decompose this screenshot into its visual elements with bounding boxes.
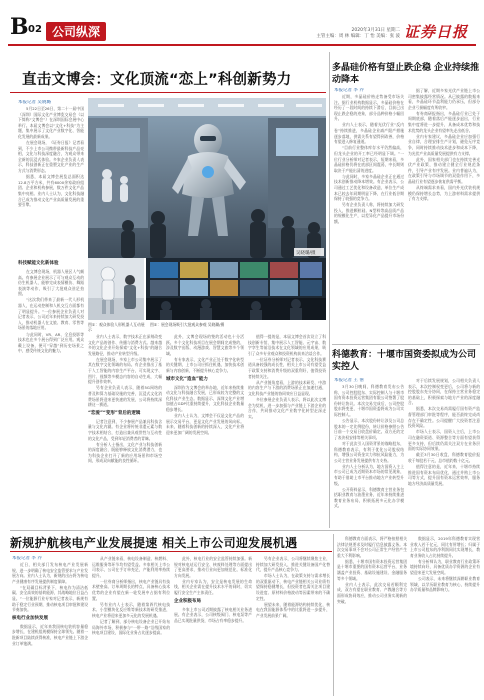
robot-photo bbox=[88, 258, 144, 320]
right-top-col-a-text bbox=[334, 94, 404, 225]
paragraph: 多位参展企业负责人表示，将以此次文博会为契机，进一步加强与产业链上下游企业的合作，共同推动文化产业数字化转型走深走实。 bbox=[248, 397, 326, 419]
paragraph: 在展会现场，多家上市公司集中展示了其在数字文化领域的布局。有企业推出了基于人工智能的内容生产平台，可实现文字、图片、视频等多模态内容的自动生成，大幅提升创作效率。 bbox=[88, 356, 162, 385]
display-wall-illustration bbox=[146, 258, 326, 320]
paragraph: 业内专家建议，多晶硅企业应加强行业自律，合理安排生产计划，避免无序竞争，同时持续推动技术进步和成本下降，为光伏产业高质量发展提供有力支撑。 bbox=[408, 133, 480, 156]
section-name: 公司纵深 bbox=[46, 22, 106, 41]
right-top-column-b bbox=[408, 88, 480, 342]
bottom-subhead-c: 企业积极布局 bbox=[174, 598, 201, 604]
feature-column-4 bbox=[248, 334, 326, 528]
masthead-rule bbox=[8, 44, 476, 46]
paragraph: 从终端需求来看，国内外光伏装机规模仍保持增长态势，为上游材料需求提供了有力支撑。 bbox=[408, 185, 480, 202]
feature-subhead-2: “恋爱”“变形”背后的逻辑 bbox=[88, 410, 141, 416]
masthead-info bbox=[300, 28, 400, 40]
paragraph: 对于后续发展规划，公司相关负责人表示，本次控制权变更后，公司将与新的控股股东充分协同，在保持主营业务稳定的基础上，积极探索与地方产业的深度融合。 bbox=[408, 378, 480, 406]
headline-rule bbox=[10, 92, 326, 93]
paragraph: 业内人士表示，随着光伏行业“反内卷”持续推进，多晶硅企业减产限产措施逐步落地，供需关系有望得到改善，价格有望进入修复通道。 bbox=[334, 122, 404, 145]
bottom-subhead-a: 核电行业加快发展 bbox=[12, 615, 48, 621]
paragraph: 业内人士分析认为，地方国资入主上市公司已成为近期资本市场的常见现象，有助于借助上市平台推动地方产业转型升级。 bbox=[334, 463, 404, 486]
paragraph: 另有企业负责人称，将持续加大研发投入，推进颗粒硅、N型料等高品质产品的规模化生产，以差异化产品提升市场份额。 bbox=[334, 202, 404, 225]
feature-headline: 直击文博会：文化顶流“恋上”科创新势力 bbox=[22, 72, 292, 88]
paragraph: 公告显示，本次股份转让涉及公司总股本的一定比例股份，转让价格参照公告日前一个交易日收盘价确定。双方还约定了表决权安排等相关事项。 bbox=[334, 418, 404, 440]
paragraph: 另有企业负责人表示，随着5G网络的普及和算力基础设施的完善，沉浸式文化消费场景将迎来更快速的发展，公司将持续深耕这一赛道。 bbox=[88, 385, 162, 408]
paragraph: 有专家表示，文化产业正处于数字化转型的关键期，上市公司应抓住机遇，加快技术创新与内容创新，不断提升核心竞争力。 bbox=[166, 356, 244, 374]
bottom-column-divider bbox=[333, 534, 334, 696]
paragraph: “目前行业整体库存水平仍然偏高，但龙头企业的开工率已经明显下调。”一位行业分析师对记者表示，短期来看，多晶硅价格仍将在底部区间震荡，中长期则取决于产能出清的进度。 bbox=[334, 145, 404, 173]
right-bottom-col-b-text bbox=[408, 378, 480, 486]
bottom-col-c2-text bbox=[174, 607, 252, 624]
column-divider bbox=[329, 52, 330, 528]
paragraph: 数据显示，近年来我国核电装机容量稳步增长，在建机组规模保持全球领先。随着一批新项目陆续获得核准，核电产业链上下游企业订单饱满。 bbox=[12, 623, 88, 646]
paragraph: 公司表示，未来将继续深耕职业教育领域，以学历职业教育为核心，持续提升办学质量和品牌影响力。 bbox=[410, 576, 480, 593]
paragraph: “在双碳目标背景下，核电作为清洁低碳、安全高效的基荷能源，其战略地位日益凸显。”一位能源行业专家对记者表示，新规有助于稳定行业预期，推动核电项目审批和建设节奏加快。 bbox=[12, 584, 88, 613]
paragraph: 一位证券分析师对记者表示，文化科技赛道具备较强的成长性，相关上市公司有望受益于政策支持和消费升级的双重利好，值得投资者持续关注。 bbox=[248, 356, 326, 379]
paragraph: 多家上市公司近期披露了核电相关业务进展。有企业表示，公司核级阀门、核电泵等产品已实现批量供货，市场占有率稳步提升。 bbox=[174, 606, 252, 623]
bottom-col-c-text bbox=[174, 556, 252, 596]
paragraph: 值得一提的是，本届文博会首次设立了科技创新专馆，集中展示人工智能、元宇宙、数字孪生等前沿技术在文化领域的应用成果，吸引了众多专业观众和投资机构前来洽谈合作。 bbox=[248, 334, 326, 356]
bottom-col-a2-text bbox=[12, 624, 88, 646]
bottom-column-a bbox=[12, 556, 88, 696]
feature-col4-text bbox=[248, 334, 326, 419]
feature-col2b-text bbox=[88, 419, 162, 464]
paragraph: 记者了解到，部分核电设备企业已开始布局海外市场，积极参与“一带一路”沿线国家的核电项目建设，国际化业务占比逐步提高。 bbox=[92, 619, 170, 636]
paragraph: 业内专家认为，安全是核电发展的生命线，相关企业需在提升技术水平的同时，切实履行安全生产主体责任。 bbox=[174, 578, 252, 596]
feature-column-1b bbox=[18, 258, 84, 528]
paragraph: 对于此次引入国资背景的战略股东，科德教育表示，有利于优化公司股权结构，增强公司资金实力和抗风险能力，为公司主营业务发展提供有力支持。 bbox=[334, 440, 404, 463]
paragraph: 业内人士表示，数字技术正在深刻改变文化产品的创作、传播与消费方式。越来越多的文化企业开始探索“文化+科技”的融合发展路径，推动产业转型升级。 bbox=[88, 334, 162, 356]
bottom-section-divider bbox=[10, 530, 480, 531]
paragraph: 据悉，本届文博会展览总面积达12.8万平方米，共有6000余家政府组团、企业和机构参展，数万件文化产品集中亮相。业内人士认为，文化科技融合已成为推动文化产业高质量发展的重要引擎。 bbox=[18, 174, 84, 208]
paragraph: 科德教育方面表示，将严格按照相关法律法规要求及时履行信息披露义务。本次交易事项不会对公司正常生产经营产生重大不利影响。 bbox=[337, 536, 407, 558]
paragraph: 在文博会现场，机器人展区人气颇高。有参展企业展示了可与观众互动的仿生机器人，能够完成表情模仿、舞蹈表演等动作，吸引了大批观众驻足拍照。 bbox=[18, 269, 84, 297]
right-top-column-a bbox=[334, 88, 404, 342]
feature-col2-text bbox=[88, 334, 162, 408]
paragraph: 据了解，近期多家光伏产业链上市公司密集披露经营情况。从已披露的数据来看，多晶硅环节盈利能力仍承压，但部分企业亏损幅度有所收窄。 bbox=[408, 88, 480, 110]
paragraph: 此外，国家相关部门也在持续完善光伏产业政策，推动建立健全行业规范条件，引导产业有序发展。业内普遍认为，在政策引导与市场调节的双重作用下，多晶硅行业有望逐步恢复供需平衡。 bbox=[408, 156, 480, 184]
paragraph: 值得注意的是，近年来，十堰市持续推进国有资本布局优化，通过并购上市公司等方式，提升国有资本运营效率，服务地方经济高质量发展。 bbox=[408, 463, 480, 486]
right-far-bottom-col-a-text bbox=[337, 536, 407, 604]
masthead bbox=[0, 0, 484, 46]
paragraph: 近日，相关部门发布核电产业发展新规，进一步明确了核电安全监管要求与产业发展方向。业内人士认为，新规的出台将为核电产业健康有序发展提供制度保障。 bbox=[12, 562, 88, 584]
paragraph: 记者注意到，不少参展产品兼具科技含量与文化内涵。有企业将传统非遗元素与数字技术相结合，打造出兼具观赏性与互动性的文化产品，受到年轻消费者的青睐。 bbox=[88, 418, 162, 441]
paragraph: 另有业内人士表示，随着第四代核电技术、小型模块化反应堆等新技术的研发推进，核电产业将迎来更加多元化的发展机遇。 bbox=[92, 601, 170, 618]
paragraph: 近期，多晶硅价格走势备受市场关注。据行业机构数据显示，多晶硅价格在经历了一段时间的持续下滑后，目前已出现止跌企稳的迹象，部分品种价格小幅回升。 bbox=[334, 94, 404, 122]
expo-photo bbox=[88, 98, 326, 258]
robot-photo-illustration bbox=[88, 258, 144, 320]
feature-col1b-text bbox=[18, 269, 84, 354]
right-bottom-headline: 科德教育：十堰市国资委拟成为公司实控人 bbox=[332, 350, 477, 372]
paragraph: 有分析师认为，职业教育行业政策环境持续向好，具备优质办学资源的企业有望迎来更大发展空间。 bbox=[410, 558, 480, 576]
feature-column-3 bbox=[166, 334, 244, 528]
paragraph: 另有企业表示，公司将继续聚焦主业，持续加大研发投入，推进关键设备国产化替代，提升产品核心竞争力。 bbox=[256, 556, 330, 573]
right-top-byline: 本报记者 李 乔 bbox=[334, 88, 364, 93]
masthead-date: 2020年3月31日 星期二 bbox=[351, 28, 400, 33]
paragraph: “这次我们带来了最新一代人形机器人，在运动控制和人机交互方面都有了明显提升。”一位参展企业负责人对记者表示，公司近年来持续加大研发投入，推动机器人在文旅、教育、零售等场景的落地应用。 bbox=[18, 297, 84, 331]
right-far-bottom-column-b bbox=[410, 536, 480, 696]
feature-subhead-1: 科技赋能文化新体验 bbox=[18, 261, 59, 266]
page-number: 02 bbox=[28, 24, 42, 35]
right-far-bottom-column-a bbox=[337, 536, 407, 696]
paragraph: 此外，核电行业的安全监管持续加强。新规对核电站运行安全、核废料处理等方面提出了更高要求，推动行业向更加规范化、标准化方向发展。 bbox=[174, 556, 252, 578]
right-bottom-column-a bbox=[334, 378, 404, 528]
paragraph: 与此同时，VR、AR、全息投影等技术也在多个展台得到广泛应用。观众戴上设备，便可“穿越”到历史场景之中，感受传统文化的魅力。 bbox=[18, 331, 84, 354]
bottom-column-c bbox=[174, 556, 252, 696]
right-top-col-b-text bbox=[408, 88, 480, 202]
feature-column-1 bbox=[18, 100, 84, 252]
bottom-column-d bbox=[256, 556, 330, 696]
photo-caption-2: 图②：展会现场吸引大批观众参观 吴晓璐/摄 bbox=[150, 322, 225, 327]
photo-credit: 吴晓璐/摄 bbox=[296, 251, 316, 256]
paragraph: 5月22日至26日，第二十一届中国（深圳）国际文化产业博览交易会（以下简称“文博会”）在深圳国际会展中心举行。本届文博会以“文化+科技”为主题，集中展示了文化产业数字化、智能化发展的最新成果。 bbox=[18, 106, 84, 139]
paragraph: 有分析人士指出，文化产业与科技创新的深度融合，既能够释放文化消费潜力，也为科技企业打开了新的应用场景和市场空间，形成双向赋能的良性循环。 bbox=[88, 441, 162, 464]
bottom-column-b bbox=[92, 556, 170, 696]
expo-photo-illustration bbox=[88, 98, 326, 258]
paragraph: 截至3月30日收盘，科德教育股价报收于每股若干元，总市值约数十亿元。 bbox=[408, 452, 480, 463]
paragraph: 3月30日晚间，科德教育发布公告称，公司控股股东、实际控制人与十堰市国有资本投资运营集团有限公司签署了股份转让协议。本次交易完成后，公司控股股东将变更，十堰市国资委将成为公司实际控制人。 bbox=[334, 384, 404, 417]
right-bottom-byline: 本报记者 王 僖 bbox=[334, 378, 364, 383]
feature-byline: 本报记者 吴晓璐 bbox=[18, 100, 51, 105]
feature-col3-text bbox=[166, 334, 244, 374]
paragraph: 市场人士表示，国资入主后，上市公司在融资渠道、资源整合等方面有望获得更多支持，但后续仍需关注双方在业务层面的实际协同效果。 bbox=[408, 429, 480, 452]
feature-subhead-3: 城市文化“造血”能力 bbox=[166, 376, 208, 382]
paragraph: 业内人士认为，文博会不仅是文化产品的展示交易平台，更是文化产业发展的风向标。未来，随着科技创新的持续深入，文化产业将迎来更加广阔的发展空间。 bbox=[166, 413, 244, 435]
paragraph: 数据显示，2019年科德教育实现营业收入若干亿元，同比有所增长；归属于上市公司股东的净利润同比实现增长，教育业务收入占比持续提升。 bbox=[410, 536, 480, 558]
right-section-divider bbox=[332, 344, 480, 345]
bottom-headline-rule bbox=[10, 551, 332, 552]
paragraph: 在展会现场，《证券日报》记者看到，不少上市公司携带最新科技产品亮相，文化与科技深度融合，为观众带来全新的沉浸式体验。多家企业负责人表示，科技创新正在重塑文化产业的生产方式与消费形态。 bbox=[18, 140, 84, 174]
bottom-col-a-text bbox=[12, 562, 88, 613]
newspaper-logo: 证券日报 bbox=[404, 23, 469, 41]
section-letter: B bbox=[10, 14, 29, 40]
paragraph: 市场人士认为，在政策支持与需求增长的双重驱动下，核电产业链相关公司业绩有望保持稳健增长，但投资者也需关注项目建设进度、原材料价格波动等因素带来的不确定性。 bbox=[256, 573, 330, 601]
paragraph: 业内人士表示，此次交易若顺利完成，双方有望在职业教育、产教融合等方面形成协同效应，推动公司业务实现新的突破。 bbox=[337, 581, 407, 604]
right-bottom-col-a-text bbox=[334, 384, 404, 509]
bottom-headline: 新规护航核电产业发展提速 相关上市公司迎发展机遇 bbox=[10, 536, 298, 550]
paragraph: 一位券商分析师指出，核电产业链具有技术壁垒高、订单周期长的特点，具备核心技术优势的企业有望在新一轮发展中占据有利位置。 bbox=[92, 578, 170, 601]
right-far-bottom-col-b-text bbox=[410, 536, 480, 593]
paragraph: 深圳作为文博会的举办地，近年来持续推动文化与科技融合发展，已形成较为完整的文化科技产业生态。数据显示，深圳文化产业增加值占GDP比重持续提升，文化科技企业数量稳步增长。 bbox=[166, 384, 244, 413]
feature-col3b-text bbox=[166, 385, 244, 436]
paragraph: 从产业链来看，核电设备制造、核燃料、运维服务等环节均有望受益。多家相关上市公司表示，公司在手订单充足，产能利用率持续提升。 bbox=[92, 556, 170, 578]
right-bottom-column-b bbox=[408, 378, 480, 528]
paragraph: 据悉，十堰市国有资本投资运营集团是十堰市重要的国有资本运营平台，业务涵盖产业投资、基础设施建设、金融服务等多个领域。 bbox=[337, 558, 407, 581]
feature-column-2 bbox=[88, 334, 162, 528]
paragraph: 从产业链角度看，上游的技术研发、中游的内容生产与下游的消费场景正在加速打通，文化科技产业链的协同效应日益显现。 bbox=[248, 379, 326, 396]
bottom-col-b-text bbox=[92, 556, 170, 636]
right-top-headline: 多晶硅价格有望止跌企稳 企业持续推动降本 bbox=[332, 63, 480, 85]
masthead-editors: 主管主编：周 林 编辑：丁 怡 美编：张 波 bbox=[316, 34, 400, 39]
bottom-byline: 本报记者 李 乔 bbox=[12, 556, 42, 561]
paragraph: 据悉，本次交易尚需履行国有资产监督管理部门审批等程序，能否最终完成尚存在不确定性。公司提醒广大投资者注意投资风险。 bbox=[408, 406, 480, 429]
photo-caption-1: 图①：观众体验人形机器人互动展示 bbox=[88, 322, 145, 332]
bottom-col-d-text bbox=[256, 556, 330, 619]
paragraph: 此外，文博会现场的签约活动也十分活跃。多个文化科技项目在展会期间完成签约，涉及数字出版、动漫游戏、智慧文旅等多个领域。 bbox=[166, 334, 244, 356]
paragraph: 公开资料显示，科德教育主营业务包括职业教育与油墨业务，近年来持续推进教育业务布局，积极拓展多元化办学模式。 bbox=[334, 486, 404, 509]
display-wall-photo bbox=[146, 258, 326, 320]
feature-col1-text bbox=[18, 106, 84, 208]
paragraph: 展望未来，随着能源结构持续优化，核电在我国能源体系中的比重将进一步提升，产业发展前景广阔。 bbox=[256, 601, 330, 618]
paragraph: 与此同时，多家多晶硅企业正在通过技术创新推动降本增效。有企业表示，公司通过工艺优化和设备改造，单位生产成本已较去年同期明显下降，在行业低谷期保持了较强的竞争力。 bbox=[334, 173, 404, 202]
paragraph: 有券商研报指出，多晶硅行业已处于周期底部，随着落后产能逐步退出，行业集中度将进一步提升，具备成本优势和技术优势的龙头企业有望率先走出低谷。 bbox=[408, 110, 480, 133]
